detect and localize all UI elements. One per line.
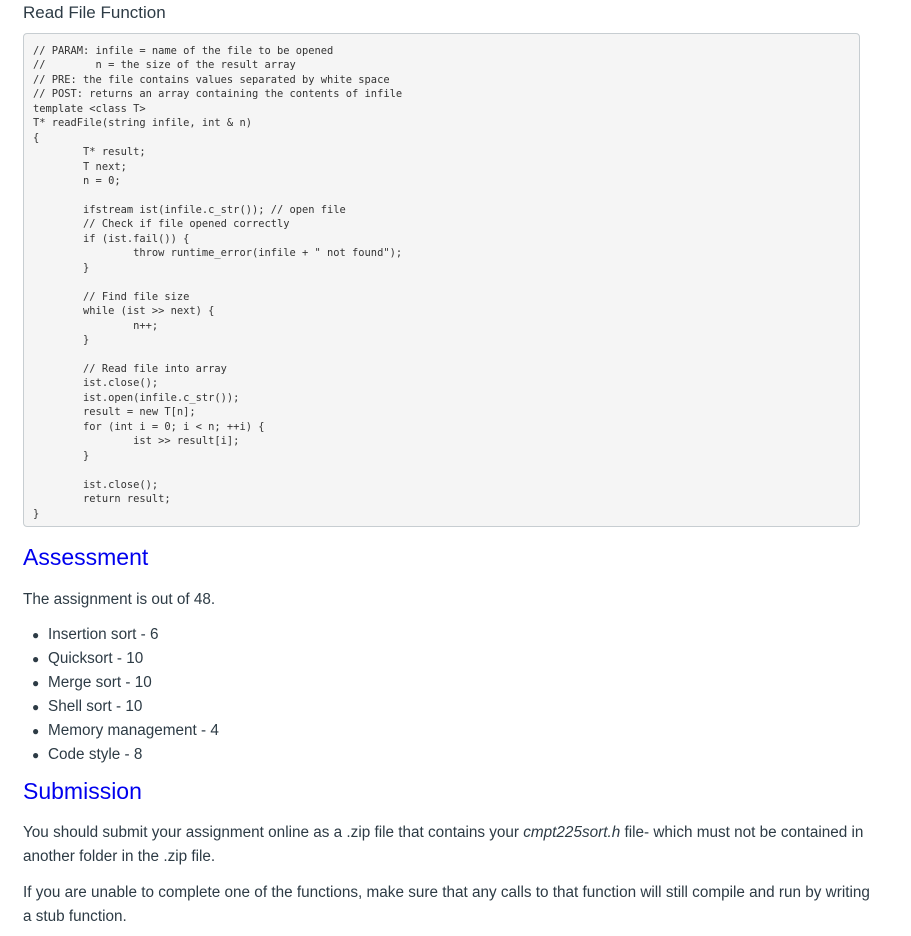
list-item [32, 695, 219, 719]
grade-item-memory-management: Memory management - 4 [48, 722, 219, 739]
grade-breakdown-list [23, 623, 219, 767]
bullet-icon: ● [32, 628, 40, 642]
submission-text-before: You should submit your assignment online as a .zip file that contains your [23, 824, 524, 841]
grade-item-code-style: Code style - 8 [48, 746, 143, 763]
grade-item-insertion-sort: Insertion sort - 6 [48, 626, 159, 643]
bullet-icon: ● [32, 724, 40, 738]
list-item [32, 671, 219, 695]
submission-text-after: file- which must not be contained in another folder in the .zip file. [23, 824, 864, 865]
read-file-function-title: Read File Function [23, 3, 166, 22]
bullet-icon: ● [32, 652, 40, 666]
grade-item-shell-sort: Shell sort - 10 [48, 698, 143, 715]
submission-filename: cmpt225sort.h [523, 824, 621, 841]
submission-instructions [23, 821, 873, 869]
list-item [32, 623, 219, 647]
assessment-heading: Assessment [23, 544, 149, 570]
read-file-code-block: // PARAM: infile = name of the file to be opened // n = the size of the result array // PRE: the file contains values separated by white space // POST: returns an array containing the contents of infile template <class T> T* readFile(string infile, int & n) { T* result; T next; n = 0; ifstream ist(infile.c_str()); // open file // Check if file opened correctly if (ist.fail()) { throw runtime_error(infile + " not found"); } // Find file size while (ist >> next) { n++; } // Read file into array ist.close(); ist.open(infile.c_str()); result = new T[n]; for (int i = 0; i < n; ++i) { ist >> result[i]; } ist.close(); return result; } [23, 33, 860, 527]
bullet-icon: ● [32, 700, 40, 714]
grade-item-merge-sort: Merge sort - 10 [48, 674, 152, 691]
list-item [32, 719, 219, 743]
bullet-icon: ● [32, 748, 40, 762]
grade-item-quicksort: Quicksort - 10 [48, 650, 144, 667]
stub-function-note: If you are unable to complete one of the functions, make sure that any calls to that function will still compile and run by writing a stub function. [23, 884, 870, 925]
submission-heading: Submission [23, 778, 142, 804]
assessment-intro: The assignment is out of 48. [23, 591, 216, 608]
bullet-icon: ● [32, 676, 40, 690]
list-item [32, 743, 219, 767]
list-item [32, 647, 219, 671]
